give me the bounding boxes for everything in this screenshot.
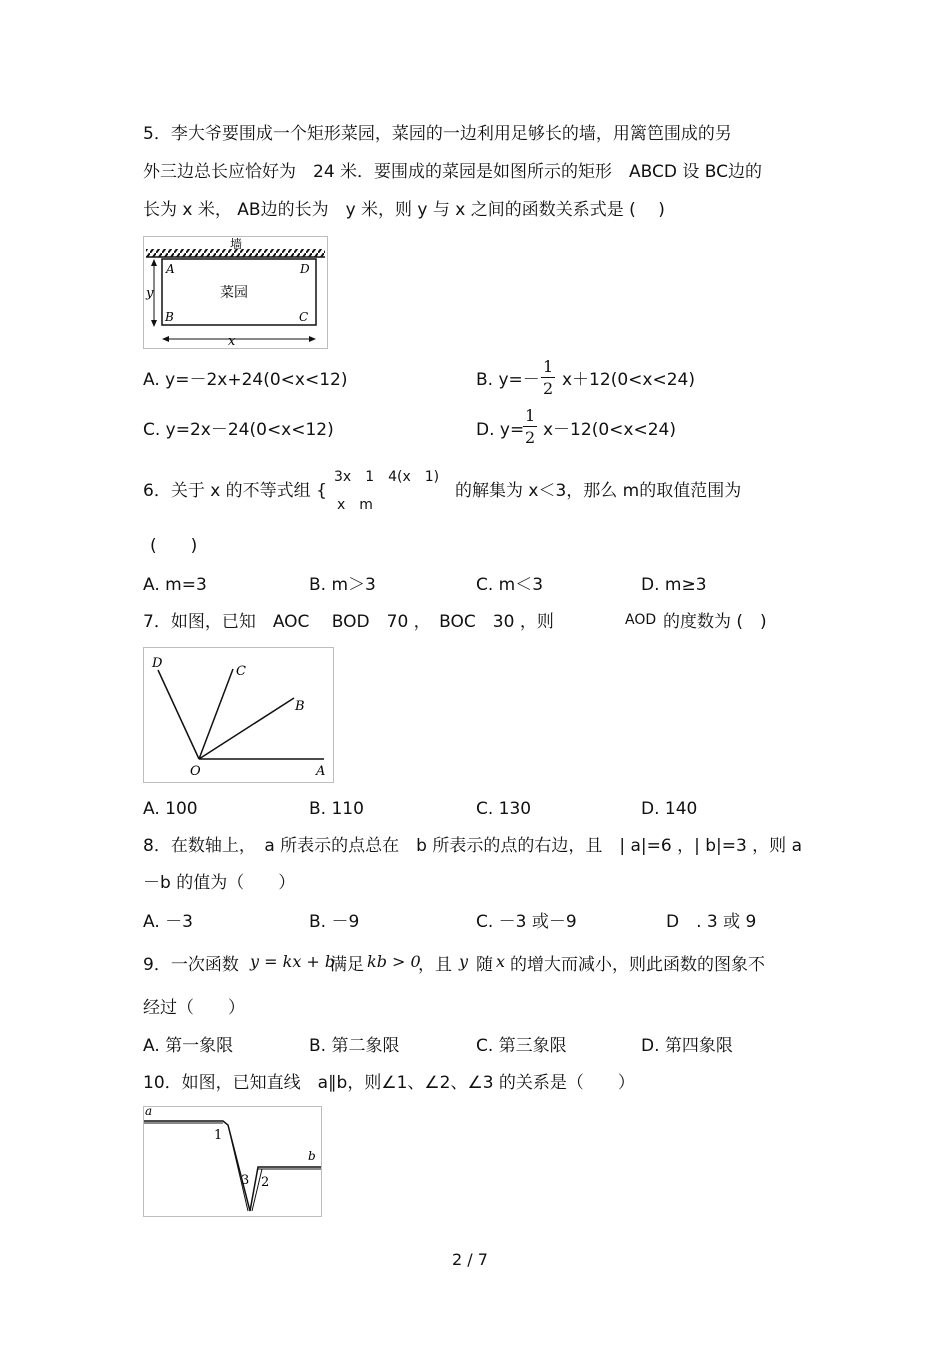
q9-function: y = kx + b bbox=[250, 952, 336, 971]
q9-mid3: 随 bbox=[476, 955, 493, 975]
q9-prefix: 9．一次函数 bbox=[143, 955, 239, 975]
q5-option-b-prefix: B. y=－ bbox=[476, 370, 540, 390]
vertex-b-label: B bbox=[165, 310, 174, 324]
q9-suffix: 的增大而减小，则此函数的图象不 bbox=[510, 955, 765, 975]
q8-line2: －b 的值为（ ） bbox=[143, 873, 296, 893]
q8-option-c: C. －3 或－9 bbox=[476, 912, 577, 932]
y-arrow-head-bottom bbox=[151, 320, 157, 327]
q9-mid2: ，且 bbox=[418, 955, 452, 975]
q9-option-a: A. 第一象限 bbox=[143, 1036, 234, 1056]
q10-text: 10．如图，已知直线 a∥b，则∠1、∠2、∠3 的关系是（ ） bbox=[143, 1073, 635, 1093]
q5-option-d-fraction bbox=[523, 406, 537, 447]
q5-option-d-numerator: 1 bbox=[525, 406, 536, 425]
q7-aod: AOD bbox=[625, 612, 657, 628]
q9-option-b: B. 第二象限 bbox=[309, 1036, 400, 1056]
point-c-label: C bbox=[236, 664, 246, 679]
q6-prefix: 6．关于 x 的不等式组 { bbox=[143, 481, 327, 501]
q9-option-d: D. 第四象限 bbox=[641, 1036, 733, 1056]
q6-system-top: 3x 1 4(x 1) bbox=[334, 469, 440, 485]
q5-garden-diagram bbox=[144, 237, 327, 348]
ray-oc bbox=[199, 669, 233, 759]
q7-prefix: 7．如图，已知 AOC BOD 70 ， BOC 30 ，则 bbox=[143, 612, 554, 632]
angle-1-label: 1 bbox=[214, 1128, 223, 1143]
q5-option-b-suffix: x＋12(0<x<24) bbox=[562, 370, 695, 390]
point-o-label: O bbox=[190, 764, 201, 779]
wall-label: 墙 bbox=[229, 237, 243, 251]
q6-option-c: C. m＜3 bbox=[476, 575, 544, 595]
q6-option-a: A. m=3 bbox=[143, 575, 207, 595]
q9-line2: 经过（ ） bbox=[143, 998, 245, 1018]
q5-option-d-denominator: 2 bbox=[525, 428, 536, 447]
vertex-c-label: C bbox=[299, 310, 309, 324]
q5-option-b-denominator: 2 bbox=[543, 379, 554, 398]
q8-option-b: B. －9 bbox=[309, 912, 360, 932]
q6-answer-paren: ( ) bbox=[150, 536, 198, 556]
q7-angle-diagram bbox=[144, 648, 333, 782]
ray-ob bbox=[199, 698, 294, 759]
q5-line3: 长为 x 米， AB边的长为 y 米，则 y 与 x 之间的函数关系式是 ( ) bbox=[143, 200, 665, 220]
q8-option-d: D . 3 或 9 bbox=[666, 912, 757, 932]
q7-option-a: A. 100 bbox=[143, 799, 198, 819]
q8-option-a: A. －3 bbox=[143, 912, 193, 932]
angle-3-label: 3 bbox=[241, 1173, 250, 1188]
q7-suffix: 的度数为 ( ) bbox=[663, 612, 767, 632]
q9-y-var: y bbox=[459, 952, 469, 971]
line-a-label: a bbox=[145, 1107, 153, 1118]
q6-system-bottom: x m bbox=[337, 497, 373, 513]
q6-option-d: D. m≥3 bbox=[641, 575, 707, 595]
q5-line1: 5．李大爷要围成一个矩形菜园，菜园的一边利用足够长的墙，用篱笆围成的另 bbox=[143, 124, 732, 144]
q5-garden-figure bbox=[143, 236, 328, 349]
point-a-label: A bbox=[316, 764, 326, 779]
page-number: 2 / 7 bbox=[452, 1250, 488, 1269]
q5-option-c: C. y=2x－24(0<x<12) bbox=[143, 420, 334, 440]
q7-option-b: B. 110 bbox=[309, 799, 364, 819]
vertex-d-label: D bbox=[300, 262, 310, 276]
q7-angle-figure bbox=[143, 647, 334, 783]
vertex-a-label: A bbox=[166, 262, 175, 276]
q7-option-c: C. 130 bbox=[476, 799, 532, 819]
q9-condition: kb > 0 bbox=[367, 952, 421, 971]
segment-inner bbox=[228, 1125, 248, 1211]
q9-mid1: 满足 bbox=[330, 955, 364, 975]
x-arrow-head-right bbox=[309, 336, 316, 342]
q7-option-d: D. 140 bbox=[641, 799, 698, 819]
q5-option-b-numerator: 1 bbox=[543, 357, 554, 376]
q9-option-c: C. 第三象限 bbox=[476, 1036, 567, 1056]
q5-option-a: A. y=－2x+24(0<x<12) bbox=[143, 370, 348, 390]
bent-line bbox=[144, 1121, 321, 1211]
ray-od bbox=[158, 670, 199, 759]
point-d-label: D bbox=[152, 656, 163, 671]
x-label: x bbox=[228, 334, 236, 348]
q8-line1: 8．在数轴上， a 所表示的点总在 b 所表示的点的右边，且 | a|=6 ，| b|=3 ，则 a bbox=[143, 836, 803, 856]
angle-2-label: 2 bbox=[261, 1175, 270, 1190]
garden-label: 菜园 bbox=[220, 285, 248, 301]
q5-option-d-suffix: x－12(0<x<24) bbox=[543, 420, 676, 440]
line-b-label: b bbox=[308, 1149, 316, 1163]
q6-option-b: B. m＞3 bbox=[309, 575, 376, 595]
q5-line2: 外三边总长应恰好为 24 米．要围成的菜园是如图所示的矩形 ABCD 设 BC边的 bbox=[143, 162, 763, 182]
q6-suffix: 的解集为 x＜3，那么 m的取值范围为 bbox=[455, 481, 742, 501]
q10-parallel-figure bbox=[143, 1106, 322, 1217]
q5-option-d-prefix: D. y= bbox=[476, 420, 525, 440]
point-b-label: B bbox=[295, 699, 305, 714]
y-arrow-head-top bbox=[151, 259, 157, 266]
q5-option-b-fraction bbox=[541, 357, 555, 398]
y-label: y bbox=[146, 286, 154, 301]
x-arrow-head-left bbox=[162, 336, 169, 342]
q9-x-var: x bbox=[496, 952, 506, 971]
q10-parallel-diagram bbox=[144, 1107, 321, 1216]
